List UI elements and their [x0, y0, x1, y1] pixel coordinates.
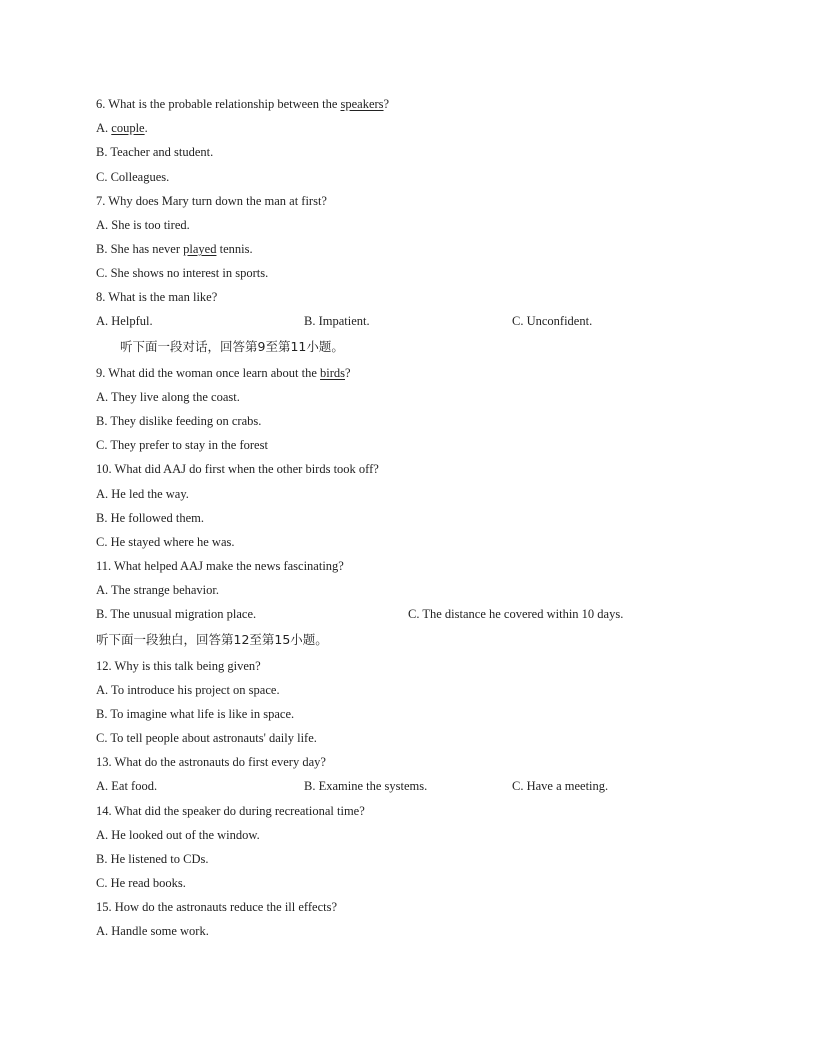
q8-options [96, 312, 716, 330]
q12-option-c: C. To tell people about astronauts' daily life. [96, 731, 317, 745]
q6-a-punct: . [144, 121, 148, 135]
q13-option-a: A. Eat food. [96, 779, 158, 793]
q10-option-c: C. He stayed where he was. [96, 535, 235, 549]
q6-stem-underlined: speakers [340, 97, 384, 111]
q7-b-text: B. She has never [96, 242, 184, 256]
q6-option-a [96, 119, 148, 137]
q11-option-a: A. The strange behavior. [96, 583, 219, 597]
section-heading-12-15: 听下面一段独白，回答第12至第15小题。 [96, 632, 328, 647]
q13-option-b: B. Examine the systems. [304, 779, 428, 793]
q6-a-underlined: couple [111, 121, 145, 135]
section-heading-9-11: 听下面一段对话，回答第9至第11小题。 [120, 339, 344, 354]
q7-b-underlined: played [183, 242, 217, 256]
q8-option-a: A. Helpful. [96, 314, 153, 328]
q14-option-a: A. He looked out of the window. [96, 828, 260, 842]
q7-option-b [96, 240, 253, 258]
q9-stem-text: 9. What did the woman once learn about the [96, 366, 321, 380]
q6-a-letter: A. [96, 121, 112, 135]
q14-option-b: B. He listened to CDs. [96, 852, 209, 866]
q10-option-a: A. He led the way. [96, 487, 189, 501]
q13-option-c: C. Have a meeting. [512, 779, 609, 793]
q7-b-tail: tennis. [216, 242, 253, 256]
q12-option-a: A. To introduce his project on space. [96, 683, 280, 697]
q13-stem: 13. What do the astronauts do first every day? [96, 755, 326, 769]
q7-option-c: C. She shows no interest in sports. [96, 266, 269, 280]
q6-stem-text: 6. What is the probable relationship between the [96, 97, 341, 111]
q14-stem: 14. What did the speaker do during recreational time? [96, 804, 365, 818]
q7-stem: 7. Why does Mary turn down the man at first? [96, 194, 327, 208]
q9-stem-punct: ? [345, 366, 351, 380]
q6-option-c: C. Colleagues. [96, 170, 170, 184]
q12-stem: 12. Why is this talk being given? [96, 659, 261, 673]
q15-stem: 15. How do the astronauts reduce the ill effects? [96, 900, 338, 914]
q9-option-b: B. They dislike feeding on crabs. [96, 414, 262, 428]
q14-option-c: C. He read books. [96, 876, 186, 890]
q13-options [96, 777, 716, 795]
q6-stem [96, 95, 389, 113]
q11-stem: 11. What helped AAJ make the news fascinating? [96, 559, 344, 573]
q8-stem: 8. What is the man like? [96, 290, 218, 304]
q8-option-b: B. Impatient. [304, 314, 370, 328]
q7-option-a: A. She is too tired. [96, 218, 190, 232]
q11-options-bc [96, 605, 716, 623]
q9-stem-underlined: birds [320, 366, 346, 380]
q6-stem-punct: ? [383, 97, 390, 111]
q9-option-a: A. They live along the coast. [96, 390, 240, 404]
q8-option-c: C. Unconfident. [512, 314, 593, 328]
q10-option-b: B. He followed them. [96, 511, 204, 525]
q10-stem: 10. What did AAJ do first when the other birds took off? [96, 462, 379, 476]
q15-option-a: A. Handle some work. [96, 924, 209, 938]
q6-option-b: B. Teacher and student. [96, 145, 214, 159]
q9-stem [96, 364, 351, 382]
q11-option-b: B. The unusual migration place. [96, 607, 257, 621]
q9-option-c: C. They prefer to stay in the forest [96, 438, 268, 452]
q11-option-c: C. The distance he covered within 10 days. [408, 607, 624, 621]
q12-option-b: B. To imagine what life is like in space. [96, 707, 295, 721]
